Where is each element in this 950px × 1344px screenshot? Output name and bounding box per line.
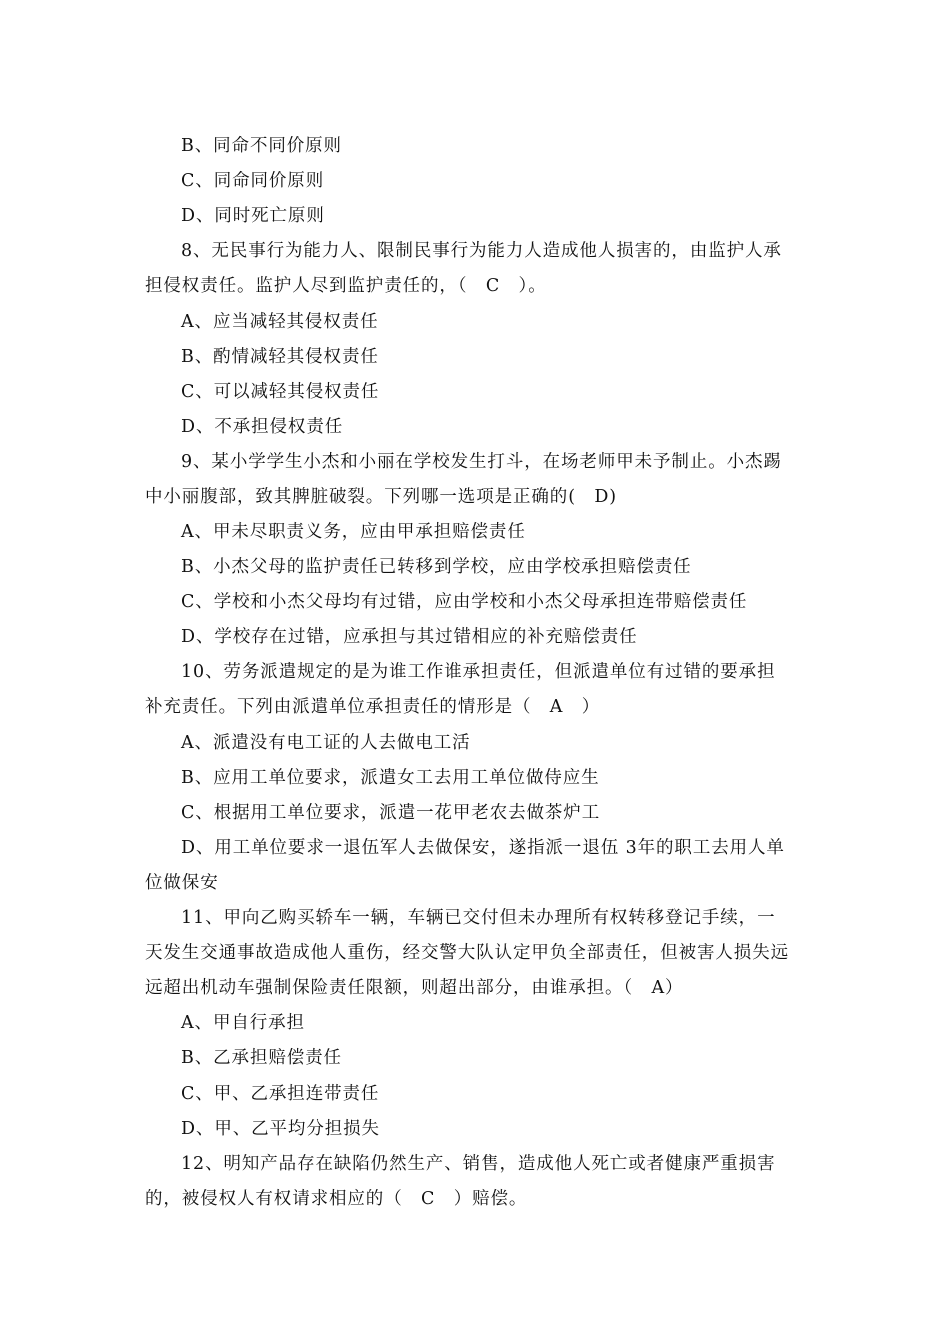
question-8-line-1: 8、无民事行为能力人、限制民事行为能力人造成他人损害的，由监护人承 xyxy=(181,241,782,261)
option-7b: B、同命不同价原则 xyxy=(181,136,342,156)
option-10d-line-2: 位做保安 xyxy=(145,873,219,893)
question-10-line-1: 10、劳务派遣规定的是为谁工作谁承担责任，但派遣单位有过错的要承担 xyxy=(181,662,776,682)
question-8-line-2: 担侵权责任。监护人尽到监护责任的，（ C ）。 xyxy=(145,276,547,296)
question-10-line-2: 补充责任。下列由派遣单位承担责任的情形是（ A ） xyxy=(145,697,601,717)
option-10c: C、根据用工单位要求，派遣一花甲老农去做茶炉工 xyxy=(181,803,601,823)
option-8b: B、酌情减轻其侵权责任 xyxy=(181,347,379,367)
question-12-line-1: 12、明知产品存在缺陷仍然生产、销售，造成他人死亡或者健康严重损害 xyxy=(181,1154,776,1174)
question-9-line-2: 中小丽腹部，致其脾脏破裂。下列哪一选项是正确的( D) xyxy=(145,487,617,507)
question-12-line-2: 的，被侵权人有权请求相应的（ C ）赔偿。 xyxy=(145,1189,528,1209)
option-9a: A、甲未尽职责义务，应由甲承担赔偿责任 xyxy=(181,522,526,542)
option-7c: C、同命同价原则 xyxy=(181,171,325,191)
option-9c: C、学校和小杰父母均有过错，应由学校和小杰父母承担连带赔偿责任 xyxy=(181,592,748,612)
question-11-line-1: 11、甲向乙购买轿车一辆，车辆已交付但未办理所有权转移登记手续，一 xyxy=(181,908,776,928)
option-8c: C、可以减轻其侵权责任 xyxy=(181,382,380,402)
option-11b: B、乙承担赔偿责任 xyxy=(181,1048,342,1068)
question-9-line-1: 9、某小学学生小杰和小丽在学校发生打斗，在场老师甲未予制止。小杰踢 xyxy=(181,452,782,472)
option-9b: B、小杰父母的监护责任已转移到学校，应由学校承担赔偿责任 xyxy=(181,557,692,577)
option-10a: A、派遣没有电工证的人去做电工活 xyxy=(181,733,471,753)
option-11c: C、甲、乙承担连带责任 xyxy=(181,1084,380,1104)
option-7d: D、同时死亡原则 xyxy=(181,206,325,226)
option-11a: A、甲自行承担 xyxy=(181,1013,305,1033)
option-10b: B、应用工单位要求，派遣女工去用工单位做侍应生 xyxy=(181,768,600,788)
option-10d-line-1: D、用工单位要求一退伍军人去做保安，遂指派一退伍 3年的职工去用人单 xyxy=(181,838,785,858)
question-11-line-2: 天发生交通事故造成他人重伤，经交警大队认定甲负全部责任，但被害人损失远 xyxy=(145,943,789,963)
option-8d: D、不承担侵权责任 xyxy=(181,417,344,437)
option-8a: A、应当减轻其侵权责任 xyxy=(181,312,379,332)
option-9d: D、学校存在过错，应承担与其过错相应的补充赔偿责任 xyxy=(181,627,638,647)
option-11d: D、甲、乙平均分担损失 xyxy=(181,1119,380,1139)
question-11-line-3: 远超出机动车强制保险责任限额，则超出部分，由谁承担。（ A） xyxy=(145,978,684,998)
